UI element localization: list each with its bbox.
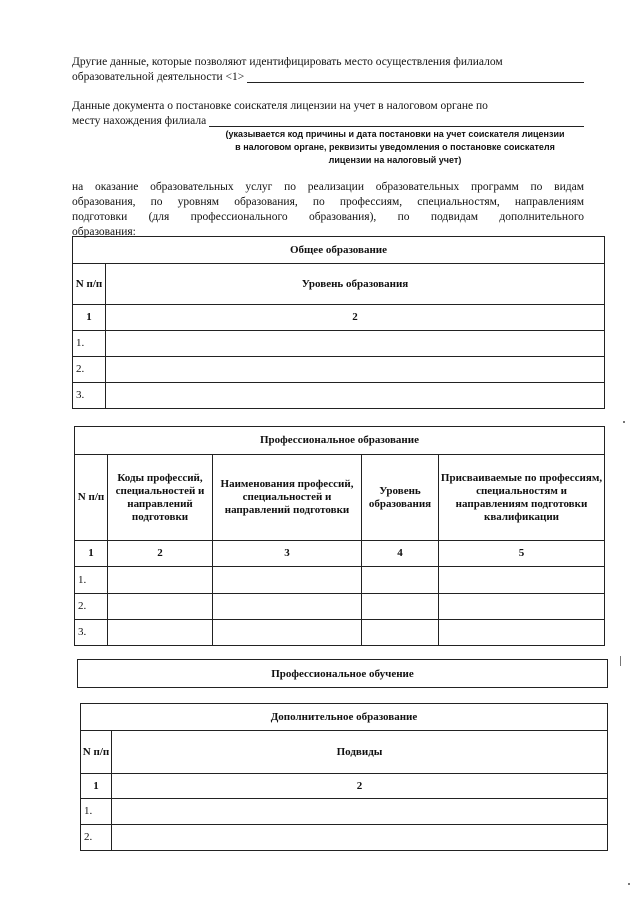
names-cell[interactable]: [213, 594, 362, 620]
professional-col-level-header: Уровень образования: [362, 455, 439, 541]
services-line3: подготовки (для профессионального образования), по подвидам дополнительного: [72, 211, 584, 223]
services-line2: образования, по уровням образования, по профессиям, специальностям, направлениям: [72, 196, 584, 208]
additional-colnum-2: 2: [112, 774, 608, 799]
professional-education-title: Профессиональное образование: [75, 427, 605, 455]
additional-colnum-1: 1: [81, 774, 112, 799]
scan-speck: [623, 421, 625, 423]
general-col-level-header: Уровень образования: [106, 264, 605, 305]
tax-registration-fill-line[interactable]: [209, 114, 584, 127]
professional-training-box: [77, 659, 608, 688]
qualifications-cell[interactable]: [439, 567, 605, 594]
table-row: [75, 620, 605, 646]
additional-education-table: [80, 703, 608, 851]
table-row: [75, 594, 605, 620]
other-data-paragraph: [72, 55, 584, 85]
other-data-fill-line[interactable]: [247, 70, 584, 83]
scan-speck: [628, 883, 630, 885]
professional-colnum-5: 5: [439, 541, 605, 567]
row-number: 2.: [75, 594, 108, 620]
names-cell[interactable]: [213, 620, 362, 646]
professional-col-names-header: Наименования профессий, специальностей и направлений подготовки: [213, 455, 362, 541]
qualifications-cell[interactable]: [439, 620, 605, 646]
level-cell[interactable]: [362, 620, 439, 646]
codes-cell[interactable]: [108, 594, 213, 620]
row-number: 3.: [75, 620, 108, 646]
names-cell[interactable]: [213, 567, 362, 594]
scan-speck: [620, 656, 621, 666]
table-row: [75, 567, 605, 594]
row-number: 1.: [73, 331, 106, 357]
professional-colnum-2: 2: [108, 541, 213, 567]
row-number: 1.: [81, 799, 112, 825]
general-col-num-header: N п/п: [73, 264, 106, 305]
services-paragraph: [72, 180, 584, 240]
row-number: 2.: [73, 357, 106, 383]
additional-education-title: Дополнительное образование: [81, 704, 608, 731]
qualifications-cell[interactable]: [439, 594, 605, 620]
row-number: 2.: [81, 825, 112, 851]
additional-col-subtypes-header: Подвиды: [112, 731, 608, 774]
tax-registration-line2: месту нахождения филиала: [72, 115, 207, 127]
professional-colnum-1: 1: [75, 541, 108, 567]
tax-registration-line1: Данные документа о постановке соискателя лицензии на учет в налоговом органе по: [72, 100, 488, 112]
level-cell[interactable]: [362, 594, 439, 620]
table-row: [73, 383, 605, 409]
subtypes-cell[interactable]: [112, 799, 608, 825]
subtypes-cell[interactable]: [112, 825, 608, 851]
general-level-cell[interactable]: [106, 331, 605, 357]
tax-registration-note: (указывается код причины и дата постановки на учет соискателя лицензии в налоговом органе, реквизиты уведомления о постановке соискателя лицензии на налоговый учет): [225, 129, 565, 165]
row-number: 1.: [75, 567, 108, 594]
table-row: [81, 825, 608, 851]
general-colnum-2: 2: [106, 305, 605, 331]
additional-col-num-header: N п/п: [81, 731, 112, 774]
professional-education-table: [74, 426, 605, 646]
general-level-cell[interactable]: [106, 357, 605, 383]
codes-cell[interactable]: [108, 567, 213, 594]
general-level-cell[interactable]: [106, 383, 605, 409]
professional-col-codes-header: Коды профессий, специальностей и направлений подготовки: [108, 455, 213, 541]
other-data-line1: Другие данные, которые позволяют идентифицировать место осуществления филиалом: [72, 56, 503, 68]
general-education-table: [72, 236, 605, 409]
row-number: 3.: [73, 383, 106, 409]
professional-training-title: Профессиональное обучение: [271, 667, 414, 680]
services-line4: образования:: [72, 226, 136, 238]
level-cell[interactable]: [362, 567, 439, 594]
other-data-line2: образовательной деятельности <1>: [72, 71, 245, 83]
tax-registration-paragraph: [72, 99, 584, 129]
general-colnum-1: 1: [73, 305, 106, 331]
services-line1: на оказание образовательных услуг по реализации образовательных программ по видам: [72, 181, 584, 193]
codes-cell[interactable]: [108, 620, 213, 646]
table-row: [73, 331, 605, 357]
professional-colnum-3: 3: [213, 541, 362, 567]
professional-col-qualifications-header: Присваиваемые по профессиям, специальностям и направлениям подготовки квалификации: [439, 455, 605, 541]
professional-col-num-header: N п/п: [75, 455, 108, 541]
table-row: [73, 357, 605, 383]
general-education-title: Общее образование: [73, 237, 605, 264]
table-row: [81, 799, 608, 825]
professional-colnum-4: 4: [362, 541, 439, 567]
